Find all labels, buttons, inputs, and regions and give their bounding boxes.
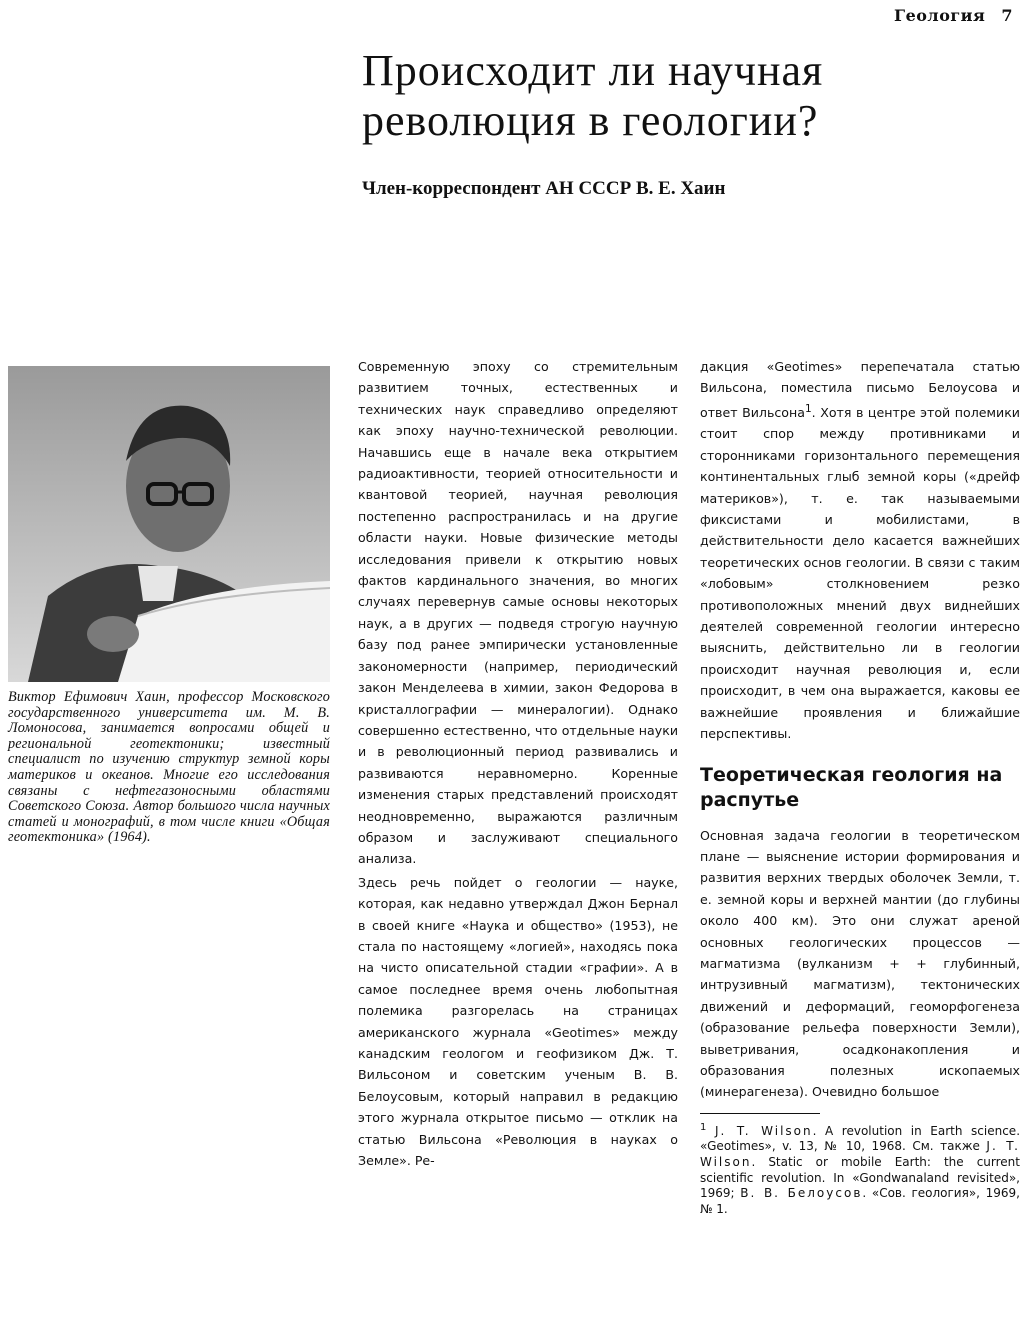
paragraph-text: . Хотя в центре этой полемики стоит спор между противниками и сторонниками горизонтального перемещения континентальных глыб земной коры («дрейф материков»), т. е. так называемыми фиксистами и мобилистами, в действительности дело касается важнейших теоретических основ геологии. В связи с таким «лобовым» столкновением резко противоположных мнений двух виднейших деятелей современной геологии интересно выяснить, действительно ли в геологии происходит научная революция и, если происходит, в чем она выражается, каковы ее важнейшие проявления и ближайшие перспективы. xyxy=(700,405,1020,742)
paragraph xyxy=(700,356,1020,745)
author-photo xyxy=(8,366,330,682)
paragraph-text: дакция «Geotimes» перепечатала статью Вильсона, поместила письмо Белоусова и ответ Вильсона xyxy=(700,359,1020,420)
text-column-2 xyxy=(700,356,1020,1217)
author-byline: Член-корреспондент АН СССР В. Е. Хаин xyxy=(362,178,726,199)
footnote-divider xyxy=(700,1113,820,1114)
section-name: Геология xyxy=(894,6,986,25)
section-heading: Теоретическая геология на распутье xyxy=(700,763,1003,811)
running-head xyxy=(894,6,1013,25)
footnote-author: J. T. Wilson xyxy=(700,1139,1020,1169)
paragraph: Современную эпоху со стремительным развитием точных, естественных и технических наук справедливо определяют как эпоху научно-технической революции. Начавшись еще в начале века открытием радиоактивности, теорией относительности и квантовой теорией, научная революция постепенно распространилась и на другие области науки. Новые физические методы исследования привели к открытию новых фактов кардинального значения, во многих случаях перевернув самые основы некоторых наук, а в других — подведя строгую научную базу под ранее эмпирически установленные закономерности (например, периодический закон Менделеева в химии, закон Федорова в кристаллографии — минералогии). Однако совершенно естественно, что отдельные науки и в революционный период развивались и развиваются неравномерно. Коренные изменения старых представлений происходят неодновременно, выражаются различным образом и заслуживают специального анализа. xyxy=(358,359,678,867)
footnote-text: . «Сов. геология», 1969, № 1. xyxy=(700,1186,1020,1216)
paragraph: Здесь речь пойдет о геологии — науке, которая, как недавно утверждал Джон Бернал в своей книге «Наука и общество» (1953), не стала по настоящему «логией», находясь пока на чисто описательной стадии «графии». А в самое последнее время очень любопытная полемика разгорелась на страницах американского журнала «Geotimes» между канадским геологом и геофизиком Дж. Т. Вильсоном и советским ученым В. В. Белоусовым, который направил в редакцию этого журнала открытое письмо — отклик на статью Вильсона «Революция в науках о Земле». Ре- xyxy=(358,874,678,1169)
paragraph: Основная задача геологии в теоретическом плане — выяснение истории формирования и развития верхних твердых оболочек Земли, т. е. земной коры и верхней мантии (до глубины около 400 км). Это они служат ареной основных геологических процессов — магматизма (вулканизм + + глубинный, интрузивный магматизм), тектонических движений и деформаций, геоморфогенеза (образование рельефа поверхности Земли), выветривания, осадконакопления и образования полезных ископаемых (минерагенеза). Очевидно большое xyxy=(700,827,1020,1100)
photo-caption: Виктор Ефимович Хаин, профессор Московского государственного университета им. М. В. Ломоносова, занимается вопросами общей и региональной геотектоники; известный специалист по изучению структур земной коры материков и океанов. Многие его исследования связаны с нефтегазоносными областями Советского Союза. Автор большого числа научных статей и монографий, в том числе книги «Общая геотектоника» (1964). xyxy=(8,689,330,846)
footnote-number: 1 xyxy=(700,1121,707,1133)
title-line-2: революция в геологии? xyxy=(362,96,819,145)
footnote-author: В. В. Белоусов xyxy=(740,1186,863,1201)
footnote xyxy=(700,1120,1020,1218)
footnote-text: . Static or mobile Earth: the current scientific revolution. In «Gondwanaland revisited», 1969; xyxy=(700,1154,1020,1201)
article-title xyxy=(362,46,1002,146)
footnote-author: J. T. Wilson xyxy=(714,1123,813,1138)
footnote-text: . A revolution in Earth science. «Geotimes», v. 13, № 10, 1968. См. также xyxy=(700,1123,1021,1154)
footnote-ref[interactable]: 1 xyxy=(804,402,812,415)
text-column-1 xyxy=(358,356,678,1171)
page-number: 7 xyxy=(1001,6,1013,25)
author-portrait-image xyxy=(8,366,330,682)
title-line-1: Происходит ли научная xyxy=(362,46,824,95)
